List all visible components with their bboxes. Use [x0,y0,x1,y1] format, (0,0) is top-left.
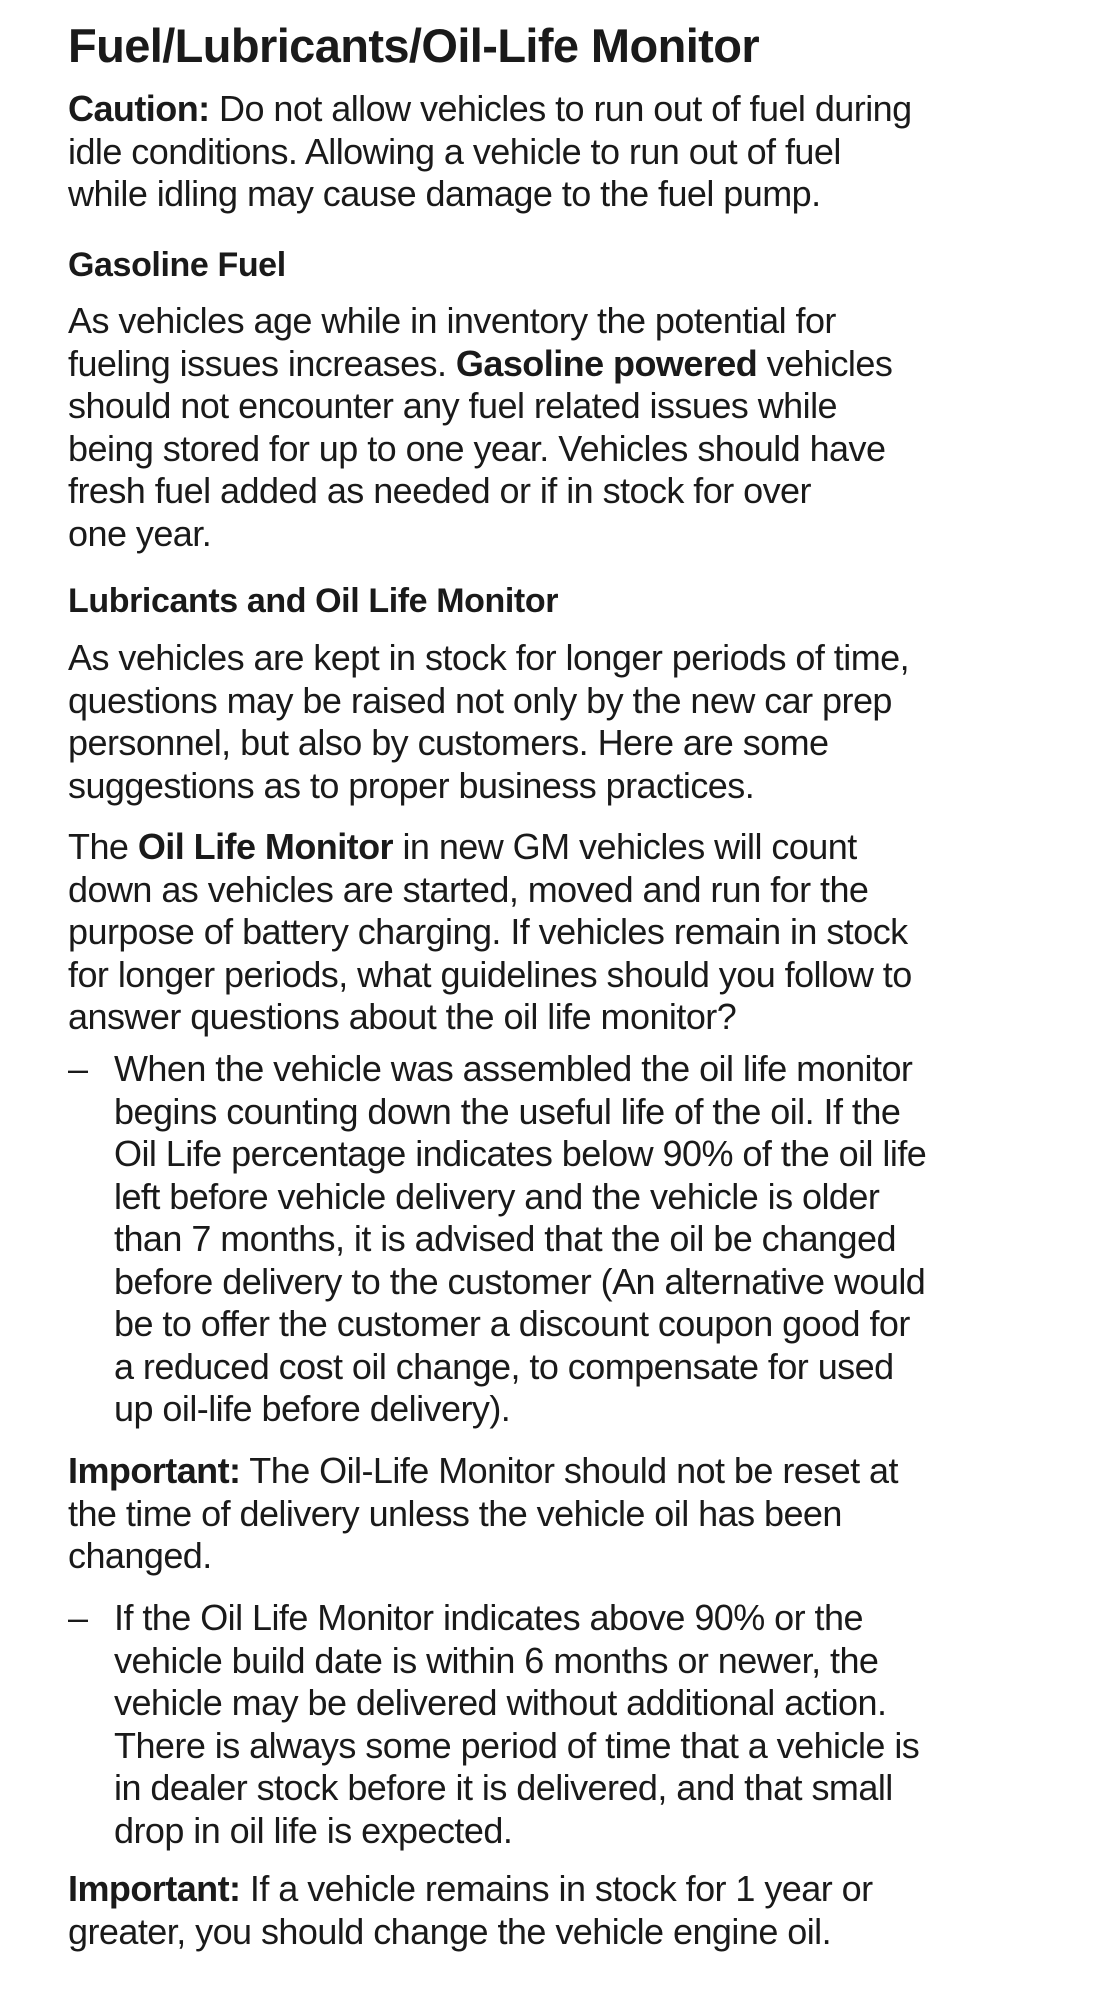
dash-bullet-icon: – [68,1048,89,1089]
important-label: Important: [68,1450,241,1491]
olm-line-4: for longer periods, what guidelines should you follow to [68,953,912,995]
lubricants-section [68,580,558,622]
important1-line-1: Important: The Oil-Life Monitor should not be reset at [68,1450,898,1491]
olm-line-1: The Oil Life Monitor in new GM vehicles will count [68,826,857,867]
gasoline-line-3: should not encounter any fuel related issues while [68,385,838,426]
bullet2-line: drop in oil life is expected. [114,1809,513,1851]
intro-line-1: As vehicles are kept in stock for longer periods of time, [68,637,910,678]
gasoline-line-2: fueling issues increases. Gasoline powered vehicles [68,342,893,384]
bullet1-line: Oil Life percentage indicates below 90% of the oil life [114,1133,927,1174]
important-label: Important: [68,1868,241,1909]
important-note-reset [68,1450,898,1578]
important2-line-2: greater, you should change the vehicle engine oil. [68,1910,832,1952]
bullet-body [114,1597,919,1852]
intro-line-4: suggestions as to proper business practices. [68,764,755,806]
bullet2-line: vehicle may be delivered without additional action. [114,1682,887,1723]
gasoline-line-1: As vehicles age while in inventory the potential for [68,300,836,341]
gasoline-heading: Gasoline Fuel [68,246,286,284]
important1-line-2: the time of delivery unless the vehicle oil has been [68,1492,842,1534]
bullet1-line: than 7 months, it is advised that the oil be changed [114,1218,896,1259]
intro-line-2: questions may be raised not only by the new car prep [68,679,892,721]
bullet2-line: vehicle build date is within 6 months or newer, the [114,1639,879,1681]
bullet1-line: left before vehicle delivery and the vehicle is older [114,1175,880,1217]
page-title: Fuel/Lubricants/Oil-Life Monitor [68,19,760,72]
caution-label: Caution: [68,88,210,129]
olm-emphasis: Oil Life Monitor [137,826,394,867]
bullet1-line: be to offer the customer a discount coupon good for [114,1303,910,1344]
bullet1-line: before delivery to the customer (An alternative would [114,1260,926,1302]
gasoline-line-5: fresh fuel added as needed or if in stock for over [68,470,811,511]
olm-line-3: purpose of battery charging. If vehicles remain in stock [68,911,908,952]
bullet-body [114,1048,926,1431]
bullet1-line: When the vehicle was assembled the oil life monitor [114,1048,913,1089]
gasoline-section [68,244,286,286]
important2-line-1: Important: If a vehicle remains in stock for 1 year or [68,1868,873,1909]
gasoline-powered-emphasis: Gasoline powered [455,342,758,384]
bullet2-line: If the Oil Life Monitor indicates above 90% or the [114,1597,863,1638]
bullet1-line: up oil-life before delivery). [114,1388,511,1429]
bullet1-line: begins counting down the useful life of the oil. If the [114,1090,901,1132]
olm-line-2: down as vehicles are started, moved and run for the [68,868,869,910]
bullet2-line: There is always some period of time that a vehicle is [114,1724,920,1766]
dash-bullet-icon: – [68,1597,89,1638]
olm-line-5: answer questions about the oil life monitor? [68,996,737,1037]
important1-line-3: changed. [68,1535,212,1576]
bullet2-line: in dealer stock before it is delivered, and that small [114,1767,893,1808]
intro-line-3: personnel, but also by customers. Here are some [68,722,829,763]
gasoline-paragraph [68,300,892,555]
caution-line-2: idle conditions. Allowing a vehicle to run out of fuel [68,130,841,172]
lubricants-heading: Lubricants and Oil Life Monitor [68,582,559,620]
olm-paragraph [68,826,912,1039]
gasoline-line-4: being stored for up to one year. Vehicles should have [68,427,886,469]
caution-line-1: Caution: Do not allow vehicles to run out of fuel during [68,88,912,129]
caution-note [68,88,912,216]
gasoline-line-6: one year. [68,512,212,554]
caution-line-3: while idling may cause damage to the fuel pump. [68,173,821,214]
important-note-one-year [68,1868,873,1953]
bullet1-line: a reduced cost oil change, to compensate for used [114,1345,894,1387]
lubricants-intro [68,637,909,807]
